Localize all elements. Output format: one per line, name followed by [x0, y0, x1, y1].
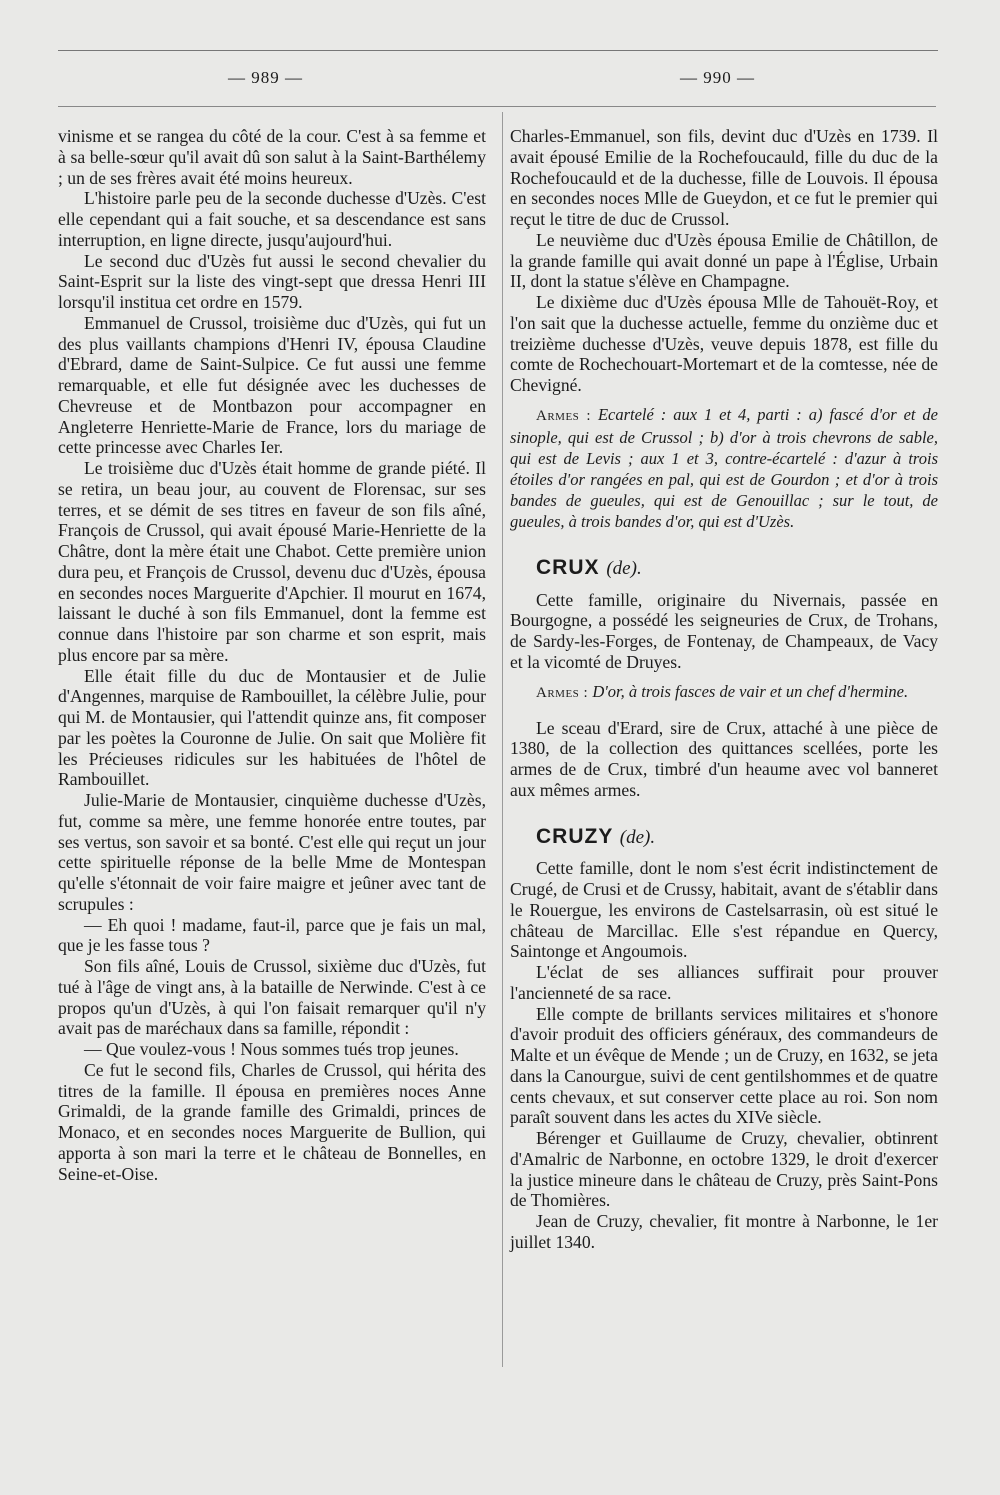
paragraph: Le dixième duc d'Uzès épousa Mlle de Tahouët-Roy, et l'on sait que la duchesse actuelle, femme du onzième duc et treizième duchesse d'Uzès, veuve depuis 1878, est fille du comte de Rochechouart-Mortemart et de la comtesse, née de Chevigné. [510, 292, 938, 395]
paragraph: Jean de Cruzy, chevalier, fit montre à Narbonne, le 1er juillet 1340. [510, 1211, 938, 1252]
armes-uzes [510, 404, 938, 532]
paragraph: Cette famille, originaire du Nivernais, passée en Bourgogne, a possédé les seigneuries de Crux, de Trohans, de Sardy-les-Forges, de Fontenay, de Champeaux, de Vacy et la vicomté de Druyes. [510, 589, 938, 672]
paragraph: Emmanuel de Crussol, troisième duc d'Uzès, qui fut un des plus vaillants champions d'Henri IV, épousa Claudine d'Ebrard, dame de Saint-Sulpice. Ce fut aussi une femme remarquable, et elle fut désignée avec les duchesses de Chevreuse et de Montbazon pour accompagner en Angleterre Henriette-Marie de France, lors du mariage de cette princesse avec Charles Ier. [58, 312, 486, 458]
family-name: CRUZY [536, 824, 613, 848]
armes-crux [510, 681, 938, 704]
dialogue-line: — Que voulez-vous ! Nous sommes tués trop jeunes. [84, 1039, 459, 1059]
paragraph: Le second duc d'Uzès fut aussi le second chevalier du Saint-Esprit sur la liste des vingt-sept que dressa Henri III lorsqu'il institua cet ordre en 1579. [58, 250, 486, 312]
paragraph: Elle était fille du duc de Montausier et de Julie d'Angennes, marquise de Rambouillet, la célèbre Julie, pour qui M. de Montausier, qui l'attendit quinze ans, fit composer par les poètes la Couronne de Julie. On sait que Molière fit les Précieuses ridicules sur les habituées de l'hôtel de Rambouillet. [58, 665, 486, 790]
particle: (de). [619, 826, 656, 848]
paragraph: Cette famille, dont le nom s'est écrit indistinctement de Crugé, de Crusi et de Crussy, habitait, avant de s'établir dans le Rouergue, les environs de Castelsarrasin, où est situé le château de Marcillac. Elle s'est répandue en Quercy, Saintonge et Angoumois. [510, 858, 938, 962]
right-column [510, 126, 938, 1253]
paragraph: Elle compte de brillants services militaires et s'honore d'avoir produit des officiers généraux, des commandeurs de Malte et un évêque de Mende ; un de Cruzy, en 1632, se jeta dans la Canourgue, suivi de cent gentilshommes et de quatre cents chevaux, et sut conserver cette place au roi. Son nom paraît souvent dans les actes du XIVe siècle. [510, 1003, 938, 1128]
paragraph: Bérenger et Guillaume de Cruzy, chevalier, obtinrent d'Amalric de Narbonne, en octobre 1329, le droit d'exercer la justice mineure dans le château de Cruzy, près Saint-Pons de Thomières. [510, 1128, 938, 1211]
paragraph: Charles-Emmanuel, son fils, devint duc d'Uzès en 1739. Il avait épousé Emilie de la Rochefoucauld, fille du duc de la Rochefoucauld et de la duchesse, fille de Louvois. Il épousa en secondes noces Mlle de Gueydon, et ce fut le premier qui reçut le titre de duc de Crussol. [510, 126, 938, 229]
header-rule [58, 106, 936, 107]
page-number-right: — 990 — [680, 68, 755, 87]
family-name: CRUX [536, 555, 600, 579]
dialogue-line: — Eh quoi ! madame, faut-il, parce que je fais un mal, que je les fasse tous ? [58, 914, 486, 956]
paragraph: Le troisième duc d'Uzès était homme de grande piété. Il se retira, un beau jour, au couvent de Florensac, sur ses terres, et se démit de ses titres en faveur de son fils aîné, François de Crussol, qui avait épousé Marie-Henriette de la Châtre, dont la mère était une Chabot. Cette première union dura peu, et François de Crussol, devenu duc d'Uzès, épousa en secondes noces Marguerite d'Apchier. Il mourut en 1674, laissant le duché à son fils Emmanuel, dont la femme est connue dans l'histoire par son charme et son esprit, mais plus encore par sa mère. [58, 458, 486, 665]
armes-label: Armes : [536, 684, 589, 701]
section-heading-crux [536, 555, 938, 580]
paragraph: vinisme et se rangea du côté de la cour. C'est à sa femme et à sa belle-sœur qu'il avait dû son salut à la Saint-Barthélemy ; un de ses frères avait été moins heureux. [58, 126, 486, 188]
paragraph: L'histoire parle peu de la seconde duchesse d'Uzès. C'est elle cependant qui a fait souche, et sa descendance est sans interruption, en ligne directe, jusqu'aujourd'hui. [58, 188, 486, 250]
particle: (de). [606, 557, 642, 579]
armes-blazon: D'or, à trois fasces de vair et un chef d'hermine. [592, 681, 909, 701]
top-rule [58, 50, 938, 51]
page-number-left: — 989 — [228, 68, 303, 87]
armes-label: Armes : [536, 407, 592, 424]
armes-blazon: Ecartelé : aux 1 et 4, parti : a) fascé d'or et de sinople, qui est de Crussol ; b) d'or à trois chevrons de sable, qui est de Levis ; aux 1 et 3, contre-écartelé : d'azur à trois étoiles d'or rangées en pal, qui est de Gourdon ; et d'or à trois bandes de gueules, qui est de Genouillac ; sur le tout, de gueules, à trois bandes d'or, qui est d'Uzès. [510, 404, 938, 531]
paragraph: Ce fut le second fils, Charles de Crussol, qui hérita des titres de la famille. Il épousa en premières noces Anne Grimaldi, de la grande famille des Grimaldi, princes de Monaco, et en secondes noces Marguerite de Bullion, qui apporta à son mari la terre et le château de Bonnelles, en Seine-et-Oise. [58, 1059, 486, 1184]
paragraph: Le sceau d'Erard, sire de Crux, attaché à une pièce de 1380, de la collection des quittances scellées, porte les armes de de Crux, timbré d'un heaume avec vol banneret aux mêmes armes. [510, 717, 938, 800]
paragraph: Julie-Marie de Montausier, cinquième duchesse d'Uzès, fut, comme sa mère, une femme honorée entre toutes, par ses vertus, son savoir et sa bonté. C'est elle qui reçut un jour cette spirituelle réponse de la belle Mme de Montespan qu'elle s'étonnait de voir faire maigre et jeûner avec tant de scrupules : [58, 790, 486, 914]
paragraph: Le neuvième duc d'Uzès épousa Emilie de Châtillon, de la grande famille qui avait donné un pape à l'Église, Urbain II, dont la statue s'élève en Champagne. [510, 229, 938, 292]
column-divider [502, 112, 503, 1367]
left-column [58, 126, 486, 1184]
paragraph: L'éclat de ses alliances suffirait pour prouver l'ancienneté de sa race. [510, 962, 938, 1003]
section-heading-cruzy [536, 824, 938, 849]
paragraph: Son fils aîné, Louis de Crussol, sixième duc d'Uzès, fut tué à l'âge de vingt ans, à la bataille de Nerwinde. C'est à ce propos qu'un d'Uzès, à qui l'on faisait remarquer qu'il n'y avait pas de maréchaux dans sa famille, répondit : [58, 956, 486, 1039]
